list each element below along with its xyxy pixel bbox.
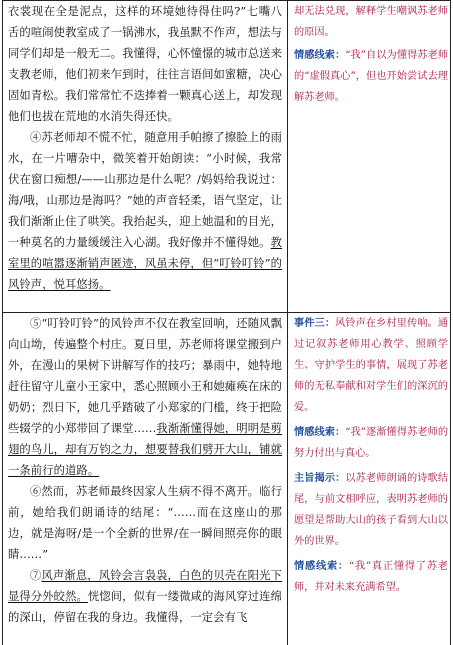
note-tag: 情感线索：: [294, 560, 349, 572]
paragraph-4: [8, 127, 282, 295]
note-text: 却无法兑现，解释学生嘲讽苏老师的原因。: [294, 6, 448, 38]
underlined-sentence: 我渐渐懂得她，明明是剪翅的鸟儿，却有万钧之力，想要替我们劈开大山，铺就一条前行的道路。: [8, 422, 282, 477]
underlined-sentence: 风声渐息，风铃会言袅袅，白色的贝壳在阳光下显得分外皎然。: [8, 569, 282, 603]
note-emotion-clue: [294, 45, 448, 108]
row2-note-cell: [294, 313, 448, 645]
lesson-table: [2, 0, 451, 645]
paragraph-3-tail: [8, 1, 282, 127]
text-segment: ⑦: [30, 569, 42, 582]
text-segment: ⑥然而，苏老师最终因家人生病不得不离开。临行前，她给我们朗诵诗的结尾：“……而在这座山的那边，就是海呀/是一个全新的世界/在一瞬间照亮你的眼睛……”: [8, 485, 282, 561]
note-text: 风铃声在乡村里传响。通过记叙苏老师用心教学、照顾学生、守护学生的事情，展现了苏老师的无私奉献和对学生们的深沉的爱。: [294, 318, 448, 413]
note-tag: 情感线索：: [294, 426, 346, 438]
note-tag: 事件三：: [294, 317, 336, 329]
note-text: “我”自以为懂得苏老师的“虚假真心”，但也开始尝试去理解苏老师。: [294, 50, 448, 103]
row2-text-cell: [8, 313, 282, 645]
note-tag: 主旨揭示：: [294, 472, 346, 484]
row1-text-cell: [8, 1, 282, 312]
paragraph-6: [8, 481, 282, 565]
underlined-sentence: 教室里的喧嚣逐渐销声匿迹，风虽未停，但“叮铃叮铃”的风铃声，悦耳悠扬。: [8, 236, 282, 291]
paragraph-5: [8, 313, 282, 481]
note-text: “我”真正懂得了苏老师，并对未来充满希望。: [294, 561, 448, 593]
note-tag: 情感线索：: [294, 49, 346, 61]
text-segment: 衣裳现在全是泥点，这样的环境她待得住吗?”七嘴八舌的喧闹使教室成了一锅沸水，我虽默不作声，想法与同学们却是一般无二。我懂得，心怀憧憬的城市总送来支教老师，他们初来乍到时，往往言语间如蜜糖，决心固如青松。我们常常忙不迭捧着一颗真心送上，却发现他们也拔在荒地的水消失得还快。: [8, 5, 282, 123]
note-emotion-clue: [294, 422, 448, 464]
note-text: 以苏老师朗诵的诗歌结尾，与前文相呼应，表明苏老师的愿望是帮助大山的孩子看到大山以外的世界。: [294, 473, 448, 547]
note-continuation: [294, 1, 448, 43]
text-segment: ⑤“叮铃叮铃”的风铃声不仅在教室回响，还随风飘向山坳，传遍整个村庄。夏日里，苏老师将课堂搬到户外，在漫山的果树下讲解写作的技巧；暴雨中，她特地赶往留守儿童小王家中，悉心照顾小王和她瘫痪在床的奶奶；烈日下，她几乎踏破了小郑家的门槛，终于把险些辍学的小郑带回了课堂……: [8, 317, 282, 435]
note-theme-reveal: [294, 468, 448, 552]
note-emotion-clue: [294, 556, 448, 598]
paragraph-7: [8, 565, 282, 628]
text-segment: ④苏老师却不慌不忙，随意用手帕擦了擦脸上的雨水，在一片嘈杂中，微笑着开始朗读：“小时候，我常伏在窗口痴想/——山那边是什么呢？/妈妈给我说过：海/哦，山那边是海吗？”她的声音轻柔，语气坚定，让我们渐渐止住了哄笑。我抬起头，迎上她温和的目光，一种莫名的力量缓缓注入心湖。我好像并不懂得她。: [8, 131, 282, 249]
note-event-three: [294, 313, 448, 418]
text-segment: 恍惚间，似有一缕微咸的海风穿过连绵的深山，停留在我的身边。我懂得，一定会有飞: [8, 590, 282, 624]
note-text: “我”逐渐懂得苏老师的努力付出与真心。: [294, 427, 448, 459]
row1-note-cell: [294, 1, 448, 312]
